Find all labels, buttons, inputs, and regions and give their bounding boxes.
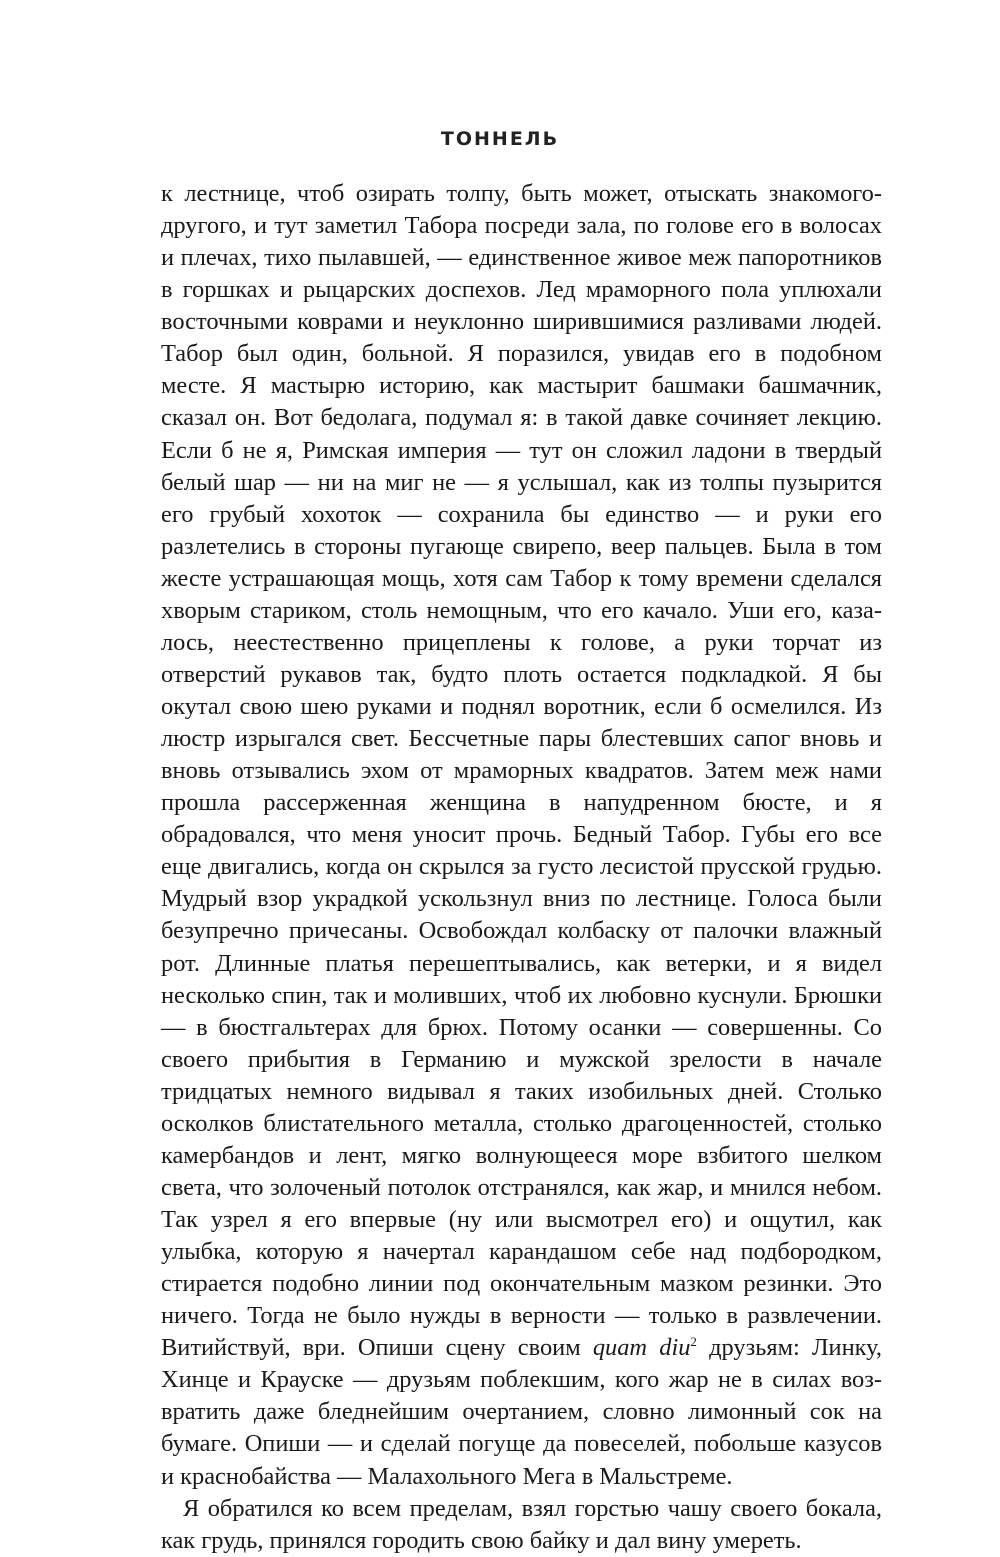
paragraph: [161, 1493, 882, 1557]
paragraph: [161, 178, 882, 1493]
italic-phrase: quam diu: [592, 1334, 691, 1362]
text-run: Я обратился ко всем пределам, взял горстью чашу своего бокала, как грудь, принялся городить свою байку и дал вину умереть.: [161, 1494, 882, 1554]
running-head: ТОННЕЛЬ: [440, 128, 560, 150]
text-run: друзьям: Линку, Хинце и Крауске — друзьям поблекшим, кого жар не в силах возвратить даже бледнейшим очертанием, словно лимонный сок на бумаге. Опиши — и сделай погуще да повеселей, побольше казусов и краснобайства — Малахольного Мега в Мальстреме.: [161, 1334, 882, 1490]
body-text: [161, 178, 882, 1557]
footnote-marker: 2: [690, 1334, 697, 1350]
text-run: к лестнице, чтоб озирать толпу, быть может, отыскать знакомого-другого, и тут заметил Табора посреди зала, по голове его в волосах и плечах, тихо пылавшей, — единственное живое меж папоротников в горшках и рыцарских доспехов. Лед мраморного пола уплюхали восточными коврами и неуклонно ширившимися разливами людей. Табор был один, больной. Я поразился, увидав его в подобном месте. Я мастырю историю, как мастырит башмаки башмачник, сказал он. Вот бедолага, подумал я: в такой давке сочиняет лекцию. Если б не я, Римская империя — тут он сложил ладони в твердый белый шар — ни на миг не — я услышал, как из толпы пузырится его грубый хохоток — сохранила бы единство — и руки его разлетелись в стороны пугающе свирепо, веер пальцев. Была в том жесте устрашающая мощь, хотя сам Табор к тому времени сделался хворым стариком, столь немощным, что его качало. Уши его, казалось, неестественно прицеплены к голове, а руки торчат из отверстий рукавов так, будто плоть остается подкладкой. Я бы окутал свою шею руками и поднял воротник, если б осмелился. Из люстр изрыгался свет. Бессчетные пары блестевших сапог вновь и вновь отзывались эхом от мраморных квадратов. Затем меж нами прошла рассерженная женщина в напудренном бюсте, и я обрадовался, что меня уносит прочь. Бедный Табор. Губы его все еще двигались, когда он скрылся за густо лесистой прусской грудью. Мудрый взор украдкой ускользнул вниз по лестнице. Голоса были безупречно причесаны. Освобождал колбаску от палочки влажный рот. Длинные платья перешептывались, как ветерки, и я видел несколько спин, так и моливших, чтоб их любовно куснули. Брюшки — в бюстгальтерах для брюх. Потому осанки — совершенны. Со своего прибытия в Германию и мужской зрелости в начале тридцатых немного видывал я таких изобильных дней. Столько осколков блистательного металла, столько драгоценностей, столько камербандов и лент, мягко волнующееся море взбитого шелком света, что золоченый потолок отстранялся, как жар, и мнился небом. Так узрел я его впервые (ну или высмотрел его) и ощутил, как улыбка, которую я начертал карандашом себе над подбородком, стирается подобно линии под окончательным мазком резинки. Это ничего. Тогда не было нужды в верности — только в развлечении. Витийствуй, ври. Опиши сцену своим: [161, 180, 882, 1362]
